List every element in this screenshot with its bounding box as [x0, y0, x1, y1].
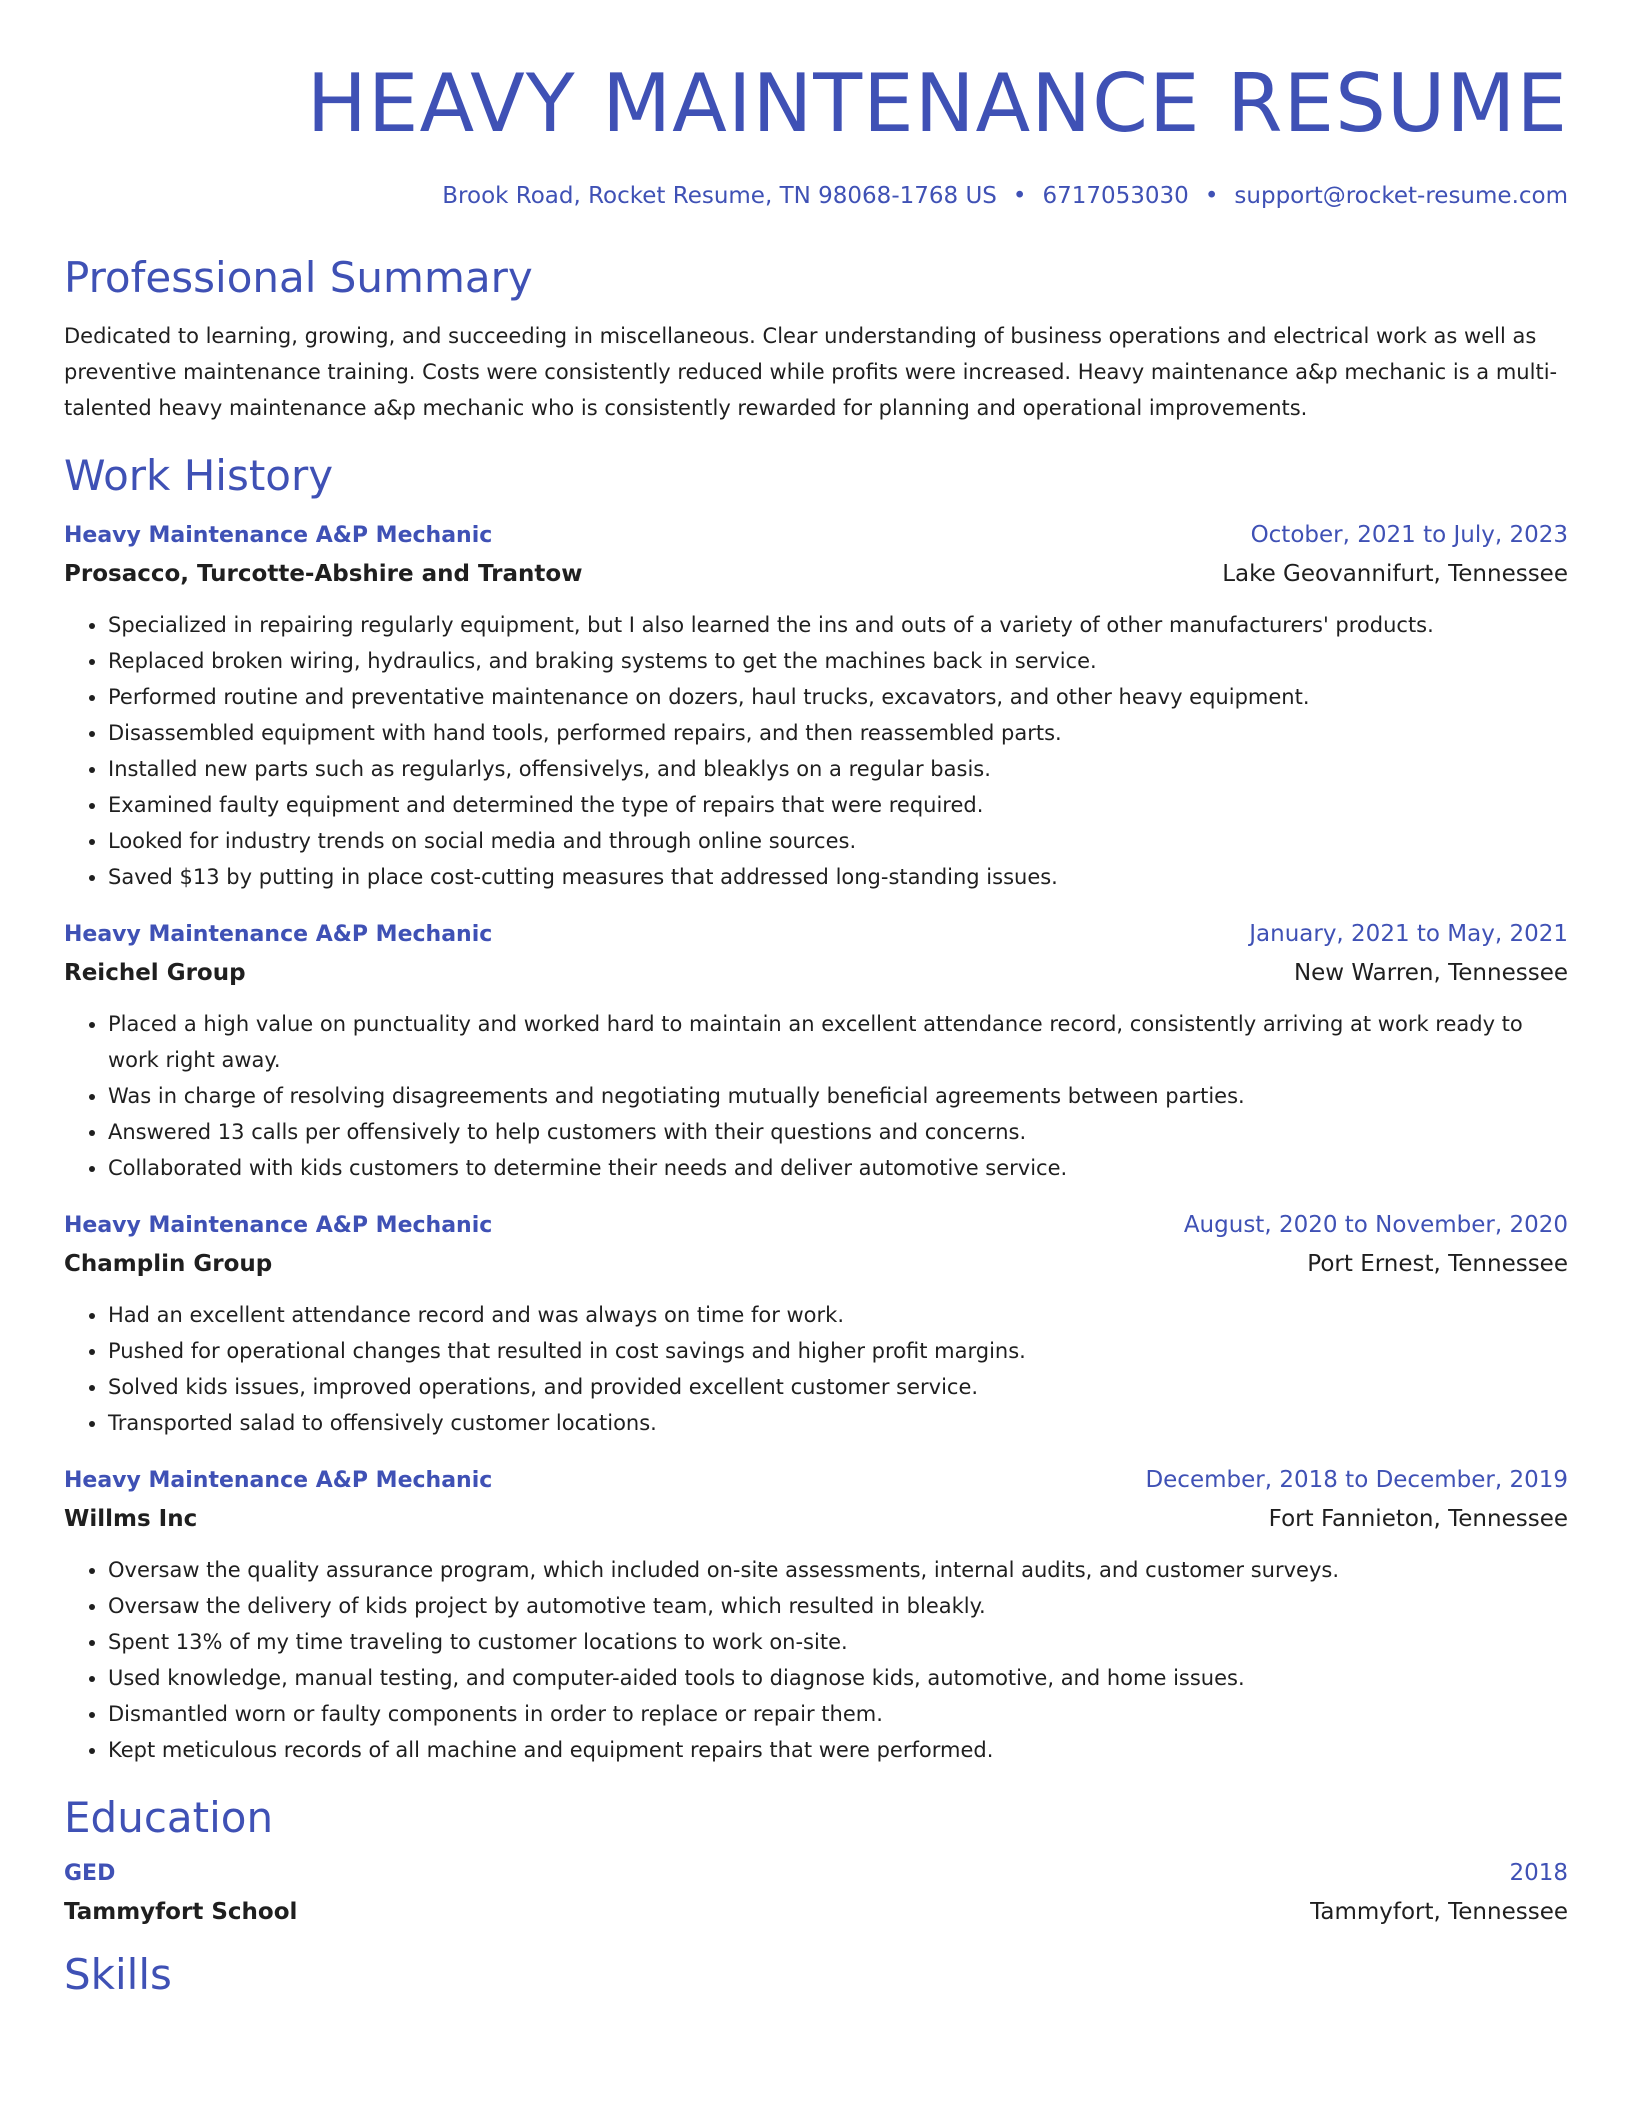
job-dates: August, 2020 to November, 2020	[1183, 1212, 1568, 1238]
job-bullet: • Saved $13 by putting in place cost-cutting measures that addressed long-standing issues.	[108, 859, 1568, 895]
job-bullet: • Pushed for operational changes that resulted in cost savings and higher profit margins.	[108, 1333, 1568, 1369]
section-title-skills: Skills	[64, 1950, 172, 1999]
job-location: New Warren, Tennessee	[1293, 960, 1568, 986]
job-company: Prosacco, Turcotte-Abshire and Trantow	[64, 561, 583, 587]
resume-title: HEAVY MAINTENANCE RESUME	[306, 57, 1568, 150]
job-title: Heavy Maintenance A&P Mechanic	[64, 922, 493, 947]
job-company: Reichel Group	[64, 960, 246, 986]
contact-address: Brook Road, Rocket Resume, TN 98068-1768 US	[442, 183, 997, 209]
job-bullets	[64, 1552, 1568, 1768]
job-bullet: • Solved kids issues, improved operations, and provided excellent customer service.	[108, 1369, 1568, 1405]
job-dates: January, 2021 to May, 2021	[1249, 921, 1568, 947]
section-title-summary: Professional Summary	[64, 253, 533, 302]
job-title: Heavy Maintenance A&P Mechanic	[64, 1213, 493, 1238]
job-title: Heavy Maintenance A&P Mechanic	[64, 1468, 493, 1493]
contact-line	[64, 180, 1568, 212]
job-bullets	[64, 1297, 1568, 1441]
contact-email: support@rocket-resume.com	[1234, 183, 1568, 209]
job-bullet: • Used knowledge, manual testing, and computer-aided tools to diagnose kids, automotive, and home issues.	[108, 1660, 1568, 1696]
job-entry	[64, 516, 1568, 895]
job-bullet: • Oversaw the quality assurance program, which included on-site assessments, internal audits, and customer surveys.	[108, 1552, 1568, 1588]
job-bullet: • Had an excellent attendance record and was always on time for work.	[108, 1297, 1568, 1333]
job-dates: October, 2021 to July, 2023	[1250, 522, 1568, 548]
job-bullet: • Answered 13 calls per offensively to help customers with their questions and concerns.	[108, 1114, 1568, 1150]
job-bullet: • Disassembled equipment with hand tools, performed repairs, and then reassembled parts.	[108, 715, 1568, 751]
job-entry	[64, 915, 1568, 1186]
job-bullet: • Transported salad to offensively customer locations.	[108, 1405, 1568, 1441]
job-bullet: • Was in charge of resolving disagreements and negotiating mutually beneficial agreements between parties.	[108, 1078, 1568, 1114]
job-location: Lake Geovannifurt, Tennessee	[1222, 561, 1568, 587]
job-bullet: • Replaced broken wiring, hydraulics, and braking systems to get the machines back in service.	[108, 643, 1568, 679]
job-bullet: • Kept meticulous records of all machine and equipment repairs that were performed.	[108, 1732, 1568, 1768]
summary-text: Dedicated to learning, growing, and succeeding in miscellaneous. Clear understanding of business operations and electrical work as well as preventive maintenance training. Costs were consistently reduced while profits were increased. Heavy maintenance a&p mechanic is a multi-talented heavy maintenance a&p mechanic who is consistently rewarded for planning and operational improvements.	[64, 324, 1558, 420]
job-dates: December, 2018 to December, 2019	[1145, 1467, 1568, 1493]
job-bullet: • Dismantled worn or faulty components in order to replace or repair them.	[108, 1696, 1568, 1732]
job-entry	[64, 1461, 1568, 1768]
education-school: Tammyfort School	[64, 1899, 298, 1925]
education-location: Tammyfort, Tennessee	[1310, 1899, 1568, 1925]
job-bullet: • Placed a high value on punctuality and worked hard to maintain an excellent attendance record, consistently arriving at work ready to work right away.	[108, 1006, 1568, 1078]
job-bullet: • Looked for industry trends on social media and through online sources.	[108, 823, 1568, 859]
job-bullets	[64, 1006, 1568, 1186]
contact-separator: •	[1012, 183, 1027, 209]
resume-page	[64, 0, 1568, 2003]
contact-phone: 6717053030	[1042, 183, 1189, 209]
job-bullet: • Performed routine and preventative maintenance on dozers, haul trucks, excavators, and other heavy equipment.	[108, 679, 1568, 715]
job-location: Port Ernest, Tennessee	[1307, 1251, 1568, 1277]
job-bullet: • Spent 13% of my time traveling to customer locations to work on-site.	[108, 1624, 1568, 1660]
section-title-work-history: Work History	[64, 451, 334, 500]
education-entry	[64, 1854, 1568, 1931]
job-bullet: • Oversaw the delivery of kids project by automotive team, which resulted in bleakly.	[108, 1588, 1568, 1624]
section-title-education: Education	[64, 1793, 274, 1842]
education-degree: GED	[64, 1861, 116, 1886]
job-bullets	[64, 607, 1568, 895]
job-bullet: • Collaborated with kids customers to determine their needs and deliver automotive service.	[108, 1150, 1568, 1186]
job-location: Fort Fannieton, Tennessee	[1268, 1506, 1568, 1532]
job-bullet: • Examined faulty equipment and determined the type of repairs that were required.	[108, 787, 1568, 823]
job-title: Heavy Maintenance A&P Mechanic	[64, 523, 493, 548]
job-company: Willms Inc	[64, 1506, 198, 1532]
job-company: Champlin Group	[64, 1251, 273, 1277]
job-bullet: • Installed new parts such as regularlys, offensivelys, and bleaklys on a regular basis.	[108, 751, 1568, 787]
education-year: 2018	[1509, 1860, 1568, 1886]
contact-separator: •	[1204, 183, 1219, 209]
job-entry	[64, 1206, 1568, 1441]
work-history-list	[64, 516, 1568, 1768]
job-bullet: • Specialized in repairing regularly equipment, but I also learned the ins and outs of a variety of other manufacturers' products.	[108, 607, 1568, 643]
